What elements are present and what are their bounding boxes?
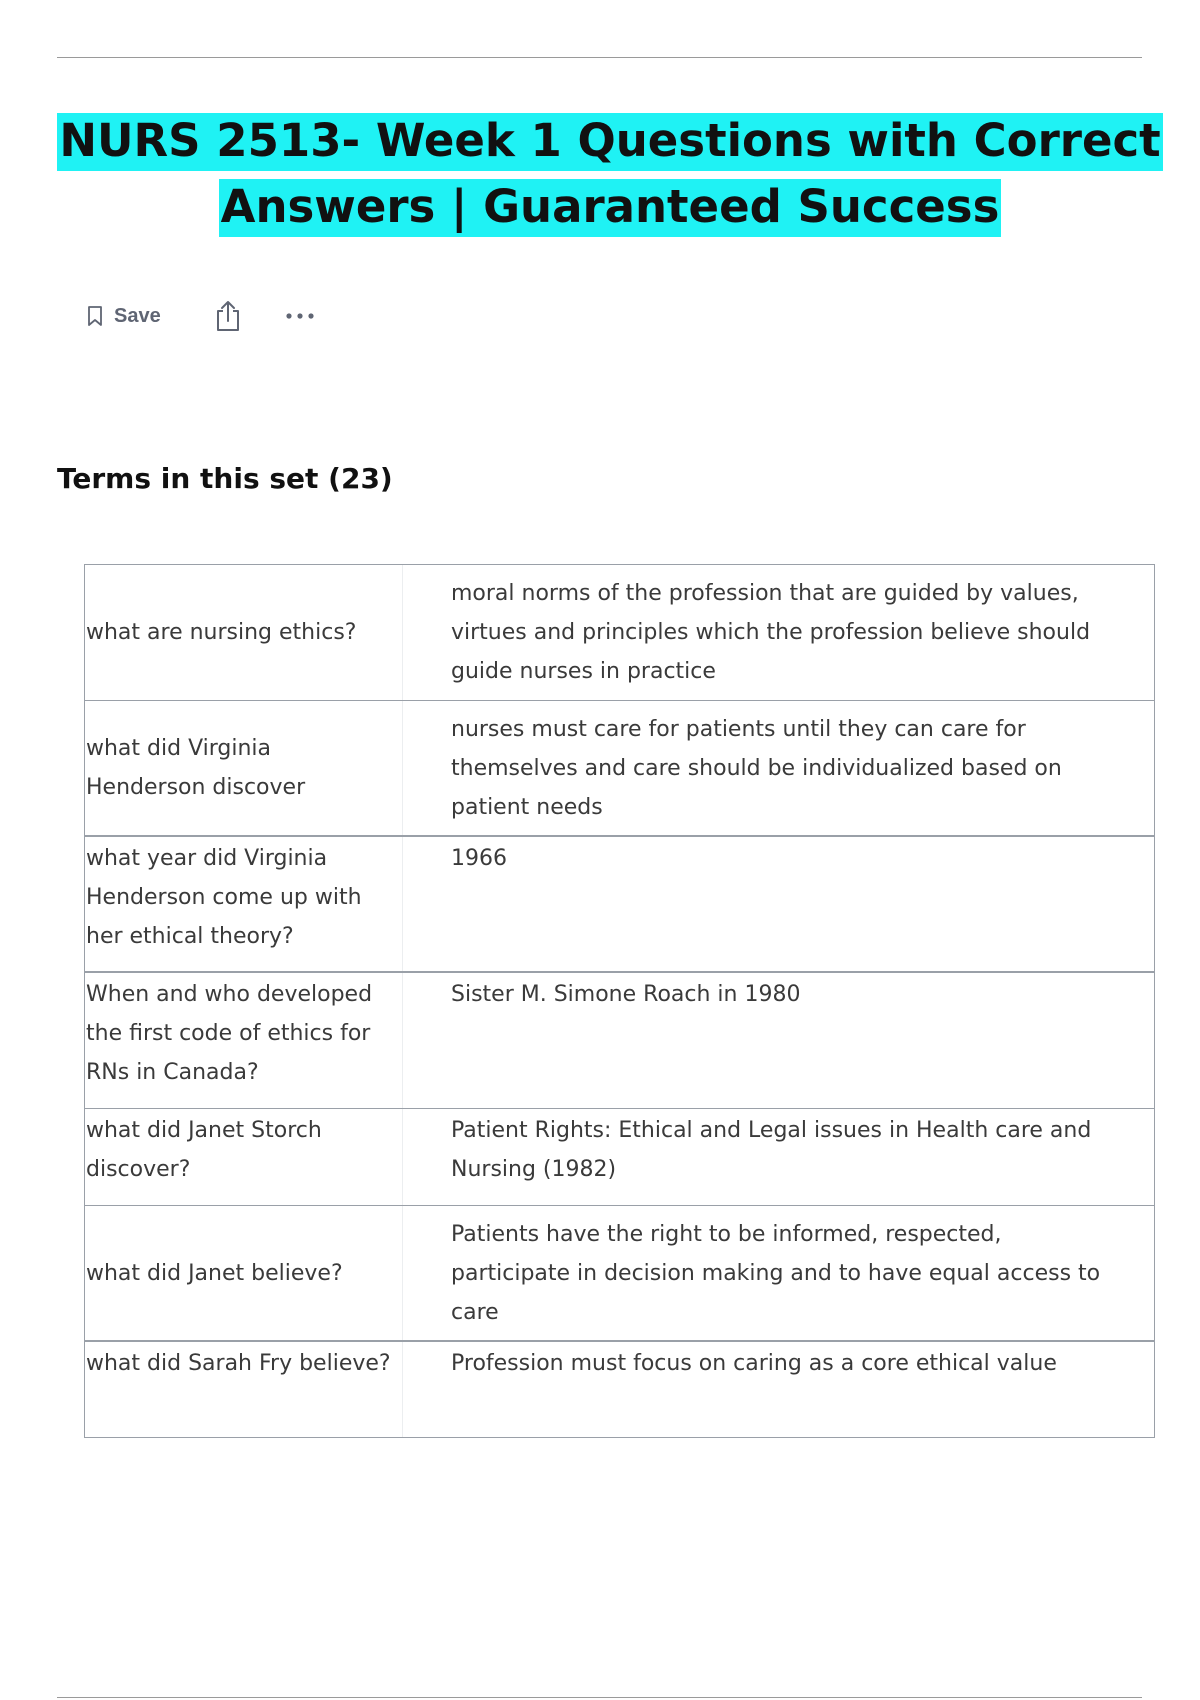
term-cell: what did Virginia Henderson discover <box>85 701 403 835</box>
bookmark-icon <box>86 305 104 327</box>
definition-cell: Profession must focus on caring as a core ethical value <box>451 1351 1057 1376</box>
title-line-1: NURS 2513- Week 1 Questions with Correct <box>57 113 1162 171</box>
save-button[interactable] <box>86 305 161 328</box>
definition-cell: Patients have the right to be informed, respected, participate in decision making and to have equal access to care <box>451 1221 1101 1325</box>
more-options-button[interactable] <box>285 311 315 321</box>
terms-table <box>84 564 1155 1438</box>
definition-cell: 1966 <box>451 846 507 871</box>
top-divider <box>57 57 1142 58</box>
term-row <box>85 565 1154 701</box>
document-title <box>40 110 1180 242</box>
share-button[interactable] <box>213 299 243 333</box>
term-row <box>85 1206 1154 1342</box>
definition-cell: nurses must care for patients until they can care for themselves and care should be individualized based on patient needs <box>451 716 1062 820</box>
term-cell: what are nursing ethics? <box>85 565 403 700</box>
term-row <box>85 973 1154 1109</box>
term-cell: what did Janet Storch discover? <box>85 1109 403 1205</box>
share-icon <box>213 299 243 333</box>
definition-cell: Sister M. Simone Roach in 1980 <box>451 982 801 1007</box>
term-row <box>85 701 1154 837</box>
more-icon <box>285 311 315 321</box>
title-line-2: Answers | Guaranteed Success <box>219 179 1002 237</box>
set-toolbar <box>86 296 315 336</box>
save-label: Save <box>114 304 161 327</box>
term-cell: what year did Virginia Henderson come up with her ethical theory? <box>85 837 403 971</box>
term-cell: When and who developed the first code of ethics for RNs in Canada? <box>85 973 403 1108</box>
term-row <box>85 837 1154 973</box>
term-cell: what did Janet believe? <box>85 1206 403 1340</box>
terms-heading: Terms in this set (23) <box>57 462 393 495</box>
definition-cell: Patient Rights: Ethical and Legal issues in Health care and Nursing (1982) <box>451 1118 1092 1182</box>
definition-cell: moral norms of the profession that are guided by values, virtues and principles which the profession believe should guide nurses in practice <box>451 581 1091 684</box>
term-row <box>85 1342 1154 1438</box>
term-cell: what did Sarah Fry believe? <box>85 1342 403 1437</box>
term-row <box>85 1109 1154 1206</box>
bottom-divider <box>57 1697 1142 1698</box>
